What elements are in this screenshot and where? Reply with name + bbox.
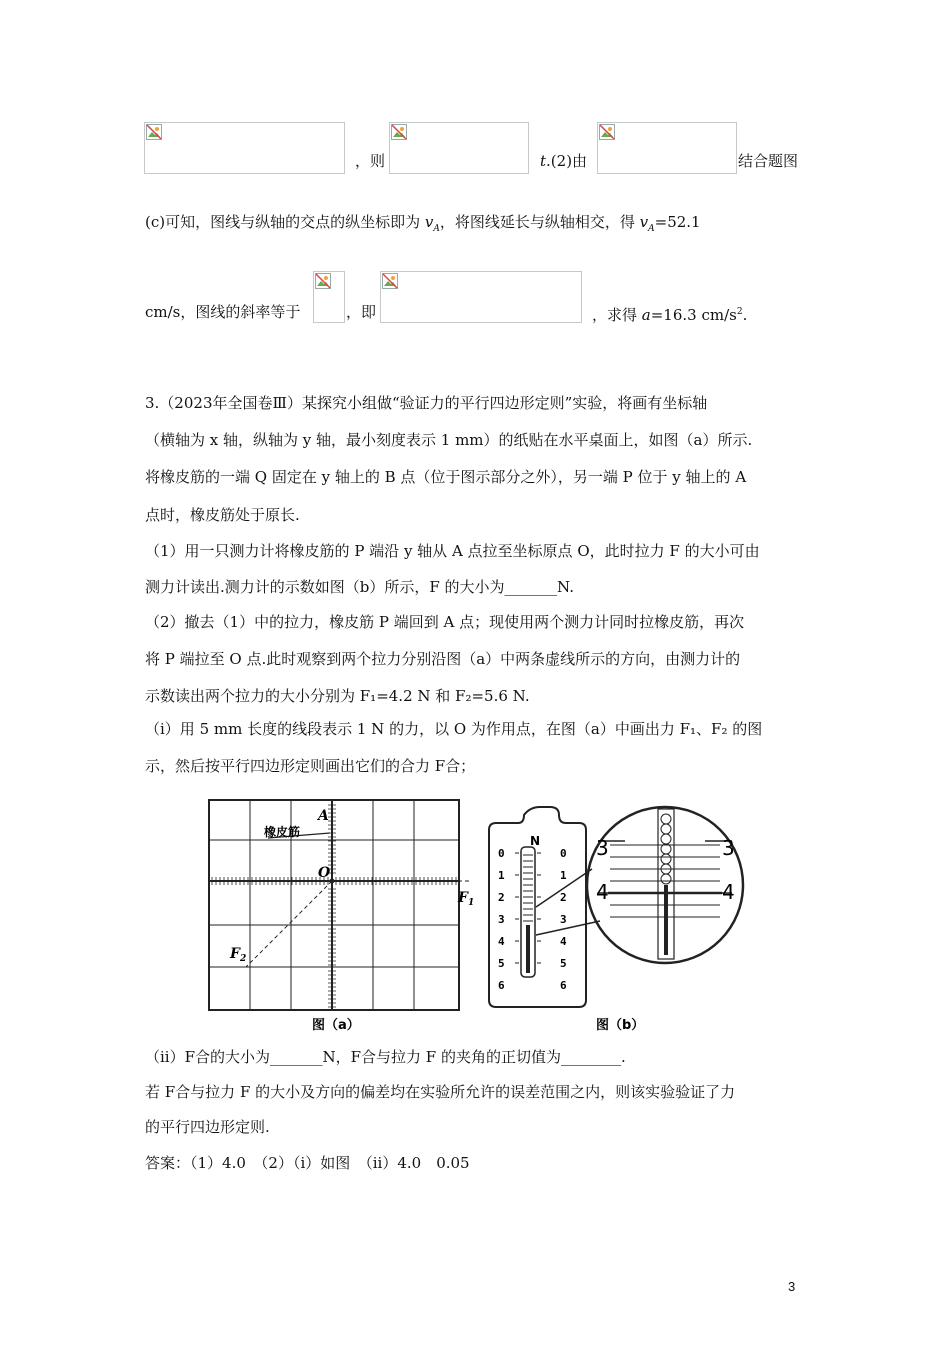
label-f1: $F_1$ — [458, 890, 475, 908]
text-then: ，则 — [355, 152, 386, 170]
svg-text:5: 5 — [560, 957, 567, 970]
formula-image-5 — [380, 271, 582, 323]
problem-line-13: 若 F合与拉力 F 的大小及方向的偏差均在实验所允许的误差范围之内，则该实验验证了力 — [145, 1083, 736, 1101]
problem-line-2: （横轴为 x 轴，纵轴为 y 轴，最小刻度表示 1 mm）的纸贴在水平桌面上，如图（a）所示. — [145, 431, 753, 449]
problem-line-11: 示，然后按平行四边形定则画出它们的合力 F合； — [145, 757, 476, 775]
label-o: O — [318, 865, 331, 881]
caption-b: 图（b） — [596, 1018, 645, 1033]
svg-text:3: 3 — [498, 913, 505, 926]
scale-numbers — [498, 847, 567, 992]
svg-text:5: 5 — [498, 957, 505, 970]
svg-text:1: 1 — [498, 869, 505, 882]
answer-line: 答案：（1）4.0 （2）（i）如图 （ii）4.0 0.05 — [145, 1154, 470, 1172]
formula-image-4 — [313, 271, 345, 323]
svg-text:1: 1 — [560, 869, 567, 882]
broken-image-icon — [146, 124, 162, 140]
svg-text:0: 0 — [560, 847, 567, 860]
page-number: 3 — [788, 1279, 796, 1294]
svg-text:6: 6 — [498, 979, 505, 992]
problem-line-8: 将 P 端拉至 O 点.此时观察到两个拉力分别沿图（a）中两条虚线所示的方向，由测力计的 — [145, 650, 741, 668]
svg-text:6: 6 — [560, 979, 567, 992]
problem-line-10: （i）用 5 mm 长度的线段表示 1 N 的力，以 O 为作用点，在图（a）中画出力 F₁、F₂ 的图 — [145, 720, 763, 738]
spring-scale — [489, 807, 743, 1007]
figure-a-grid — [209, 800, 470, 1010]
text-result: ，求得 a=16.3 $cm/s^2$. — [592, 306, 748, 324]
svg-text:3: 3 — [596, 836, 609, 860]
label-a: A — [318, 808, 329, 824]
problem-line-6: 测力计读出.测力计的示数如图（b）所示，F 的大小为_______N. — [145, 578, 574, 596]
svg-text:4: 4 — [596, 880, 609, 904]
text-ie: ，即 — [346, 303, 377, 321]
text-cms: cm/s，图线的斜率等于 — [145, 303, 301, 321]
problem-line-1: 3.（2023年全国卷Ⅲ）某探究小组做“验证力的平行四边形定则”实验，将画有坐标轴 — [145, 394, 708, 412]
svg-text:2: 2 — [498, 891, 505, 904]
svg-text:4: 4 — [722, 880, 735, 904]
broken-image-icon — [599, 124, 615, 140]
problem-line-12: （ii）F合的大小为_______N，F合与拉力 F 的夹角的正切值为________. — [145, 1048, 626, 1066]
problem-line-5: （1）用一只测力计将橡皮筋的 P 端沿 y 轴从 A 点拉至坐标原点 O，此时拉力 F 的大小可由 — [145, 542, 760, 560]
problem-line-3: 将橡皮筋的一端 Q 固定在 y 轴上的 B 点（位于图示部分之外），另一端 P 位于 y 轴上的 A — [145, 468, 747, 486]
f2-dashed-line — [246, 881, 332, 967]
svg-text:4: 4 — [498, 935, 505, 948]
text-t: t.(2)由 — [540, 152, 588, 170]
problem-line-4: 点时，橡皮筋处于原长. — [145, 506, 300, 524]
broken-image-icon — [315, 273, 331, 289]
problem-line-7: （2）撤去（1）中的拉力，橡皮筋 P 端回到 A 点；现使用两个测力计同时拉橡皮筋，再次 — [145, 613, 745, 631]
svg-text:4: 4 — [560, 935, 567, 948]
broken-image-icon — [391, 124, 407, 140]
formula-image-1 — [144, 122, 345, 174]
svg-text:3: 3 — [722, 836, 735, 860]
problem-line-14: 的平行四边形定则. — [145, 1118, 270, 1136]
solution-line-2: (c)可知，图线与纵轴的交点的纵坐标即为 $v_A$，将图线延长与纵轴相交，得 $v_A=52.1$ — [145, 213, 701, 234]
label-f2: $F_2$ — [230, 946, 247, 964]
broken-image-icon — [382, 273, 398, 289]
origin-point — [330, 879, 334, 883]
scale-unit: N — [530, 834, 541, 848]
label-rubber-band: 橡皮筋 — [264, 825, 301, 839]
problem-line-9: 示数读出两个拉力的大小分别为 F₁=4.2 N 和 F₂=5.6 N. — [145, 687, 530, 705]
svg-text:3: 3 — [560, 913, 567, 926]
svg-text:0: 0 — [498, 847, 505, 860]
caption-a: 图（a） — [312, 1018, 360, 1033]
svg-text:2: 2 — [560, 891, 567, 904]
figure-ab — [200, 795, 810, 1040]
text-combined: 结合题图 — [738, 152, 799, 170]
formula-image-2 — [389, 122, 529, 174]
formula-image-3 — [597, 122, 737, 174]
